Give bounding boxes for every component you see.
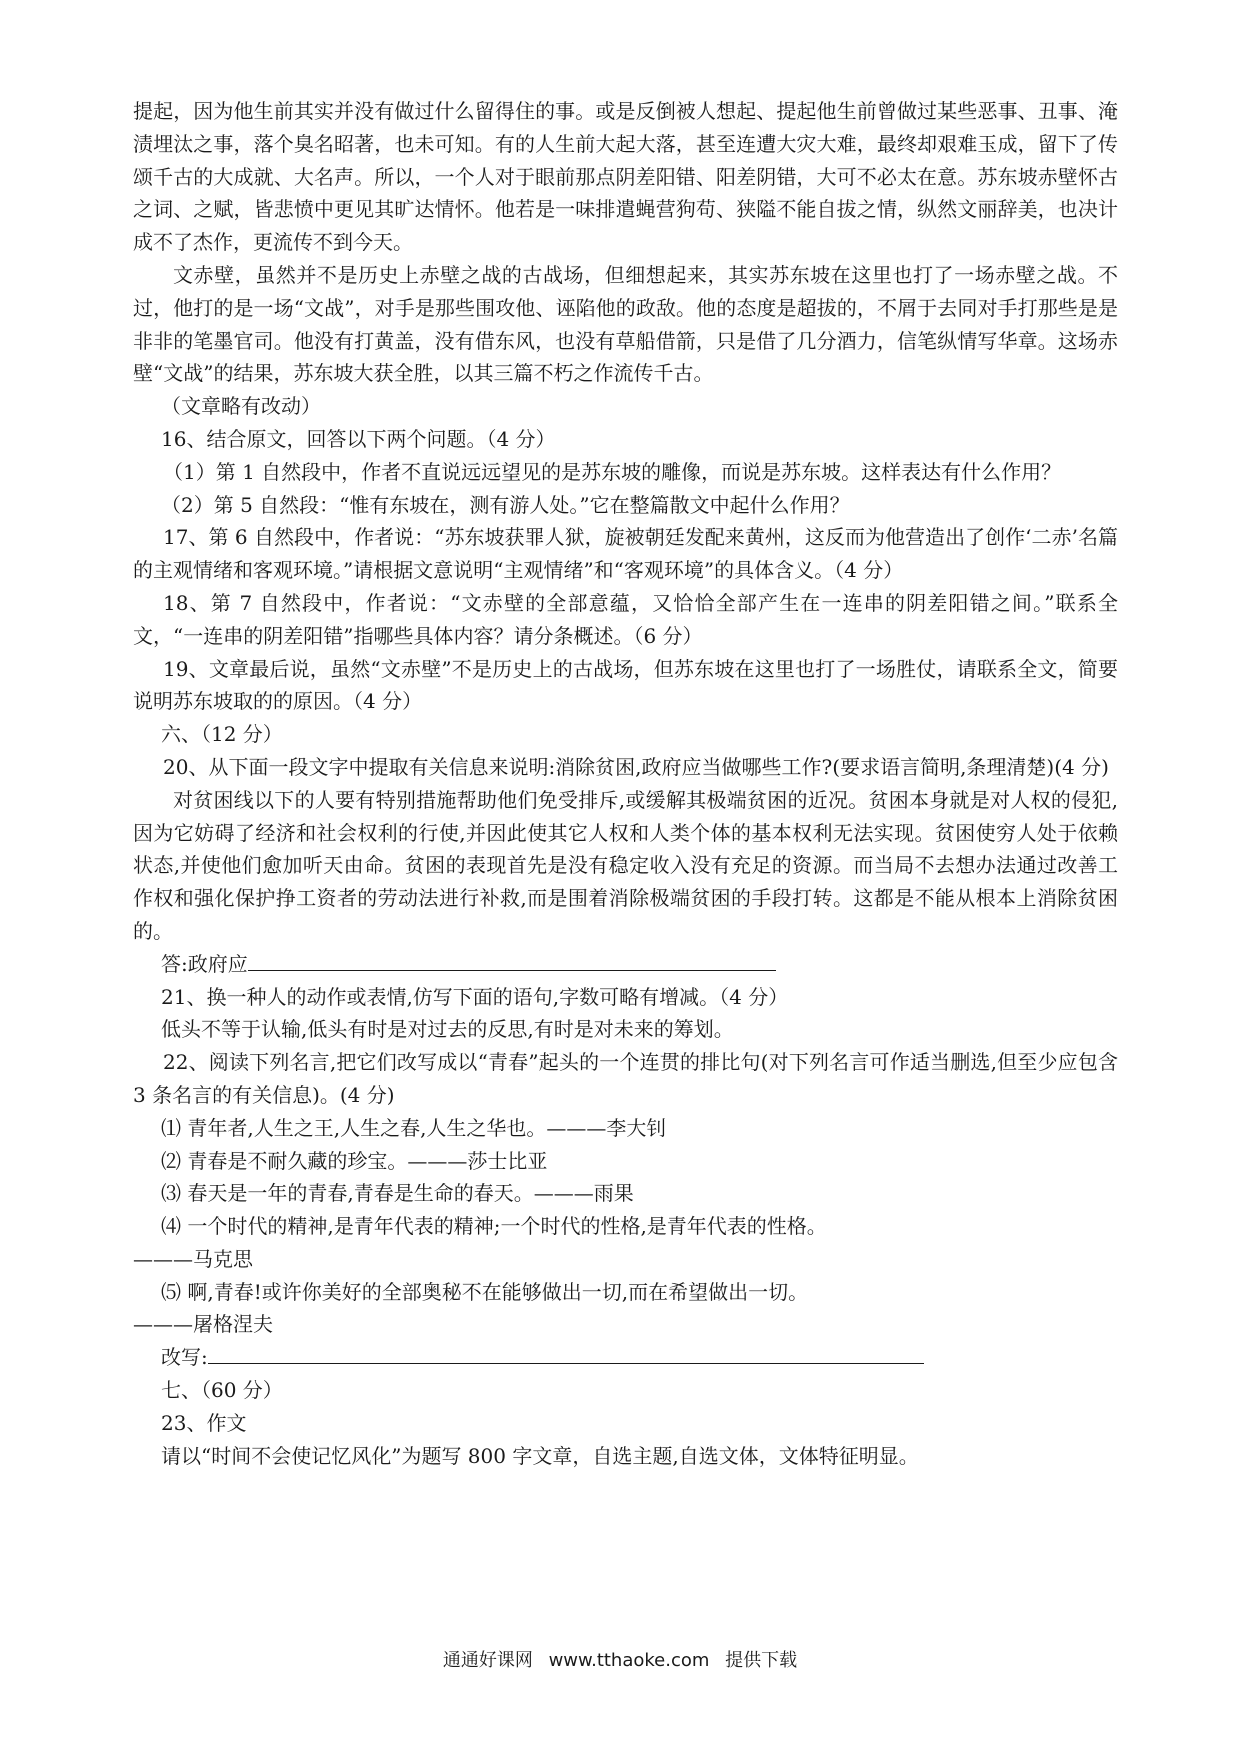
question-23: 23、作文 — [161, 1410, 247, 1435]
quote-5: ⑸ 啊,青春!或许你美好的全部奥秘不在能够做出一切,而在希望做出一切。 — [161, 1279, 809, 1304]
question-20: 20、从下面一段文字中提取有关信息来说明:消除贫困,政府应当做哪些工作?(要求语言简明,条理清楚)(4 分) — [163, 754, 1109, 779]
quote-2: ⑵ 青春是不耐久藏的珍宝。———莎士比亚 — [161, 1148, 548, 1173]
question-16-2: （2）第 5 自然段：“惟有东坡在，测有游人处。”它在整篇散文中起什么作用？ — [161, 492, 850, 517]
footer-suffix: 提供下载 — [725, 1650, 798, 1671]
rewrite-prefix: 改写: — [161, 1345, 208, 1370]
footer-url[interactable]: www.tthaoke.com — [548, 1650, 710, 1671]
rewrite-blank[interactable] — [208, 1341, 924, 1364]
question-19: 19、文章最后说，虽然“文赤壁”不是历史上的古战场，但苏东坡在这里也打了一场胜仗，请联系全文，简要说明苏东坡取的的原因。（4 分） — [133, 656, 1118, 714]
paragraph-wen-chibi: 文赤壁，虽然并不是历史上赤壁之战的古战场，但细想起来，其实苏东坡在这里也打了一场赤壁之战。不过，他打的是一场“文战”，对手是那些围攻他、诬陷他的政敌。他的态度是超拔的，不屑于去同对手打那些是是非非的笔墨官司。他没有打黄盖，没有借东风，也没有草船借箭，只是借了几分酒力，信笔纵情写华章。这场赤壁“文战”的结果，苏东坡大获全胜，以其三篇不朽之作流传千古。 — [133, 262, 1118, 386]
question-21-sentence: 低头不等于认输,低头有时是对过去的反思,有时是对未来的筹划。 — [161, 1017, 734, 1042]
question-17: 17、第 6 自然段中，作者说：“苏东坡获罪人狱，旋被朝廷发配来黄州，这反而为他营造出了创作‘二赤’名篇的主观情绪和客观环境。”请根据文意说明“主观情绪”和“客观环境”的具体含义。（4 分） — [133, 525, 1118, 583]
question-16: 16、结合原文，回答以下两个问题。（4 分） — [161, 426, 556, 451]
answer-blank[interactable] — [248, 948, 776, 971]
question-20-answer-line — [133, 948, 1118, 981]
question-22: 22、阅读下列名言,把它们改写成以“青春”起头的一个连贯的排比句(对下列名言可作适当删选,但至少应包含 3 条名言的有关信息)。(4 分) — [133, 1050, 1118, 1107]
question-18: 18、第 7 自然段中，作者说：“文赤壁的全部意蕴，又恰恰全部产生在一连串的阴差阳错之间。”联系全文，“一连串的阴差阳错”指哪些具体内容？请分条概述。（6 分） — [133, 590, 1118, 648]
page-footer — [0, 1646, 1240, 1672]
quote-5-author: ———屠格涅夫 — [133, 1312, 273, 1337]
page-content — [133, 95, 1118, 1472]
question-22-answer-line — [133, 1341, 1118, 1374]
paragraph-continued: 提起，因为他生前其实并没有做过什么留得住的事。或是反倒被人想起、提起他生前曾做过某些恶事、丑事、淹渍埋汰之事，落个臭名昭著，也未可知。有的人生前大起大落，甚至连遭大灾大难，最终却艰难玉成，留下了传颂千古的大成就、大名声。所以，一个人对于眼前那点阴差阳错、阳差阴错，大可不必太在意。苏东坡赤壁怀古之词、之赋，皆悲愤中更见其旷达情怀。他若是一味排遣蝇营狗苟、狭隘不能自拔之情，纵然文丽辞美，也决计成不了杰作，更流传不到今天。 — [133, 99, 1118, 255]
question-23-prompt: 请以“时间不会使记忆风化”为题写 800 字文章，自选主题,自选文体，文体特征明显。 — [161, 1443, 919, 1468]
quote-3: ⑶ 春天是一年的青春,青春是生命的春天。———雨果 — [161, 1181, 634, 1206]
answer-prefix: 答:政府应 — [161, 951, 248, 976]
section-seven-heading: 七、（60 分） — [161, 1378, 283, 1403]
source-note: （文章略有改动） — [161, 394, 321, 419]
footer-site-name: 通通好课网 — [442, 1650, 533, 1671]
question-16-1: （1）第 1 自然段中，作者不直说远远望见的是苏东坡的雕像，而说是苏东坡。这样表达有什么作用？ — [163, 459, 1062, 484]
quote-1: ⑴ 青年者,人生之王,人生之春,人生之华也。———李大钊 — [161, 1115, 667, 1140]
question-20-passage: 对贫困线以下的人要有特别措施帮助他们免受排斥,或缓解其极端贫困的近况。贫困本身就是对人权的侵犯,因为它妨碍了经济和社会权利的行使,并因此使其它人权和人类个体的基本权利无法实现。贫困使穷人处于依赖状态,并使他们愈加听天由命。贫困的表现首先是没有稳定收入没有充足的资源。而当局不去想办法通过改善工作权和强化保护挣工资者的劳动法进行补救,而是围着消除极端贫困的手段打转。这都是不能从根本上消除贫困的。 — [133, 787, 1118, 943]
quote-4-author: ———马克思 — [133, 1246, 253, 1271]
section-six-heading: 六、（12 分） — [161, 722, 283, 747]
quote-4: ⑷ 一个时代的精神,是青年代表的精神;一个时代的性格,是青年代表的性格。 — [161, 1214, 827, 1239]
question-21: 21、换一种人的动作或表情,仿写下面的语句,字数可略有增减。（4 分） — [161, 984, 789, 1009]
